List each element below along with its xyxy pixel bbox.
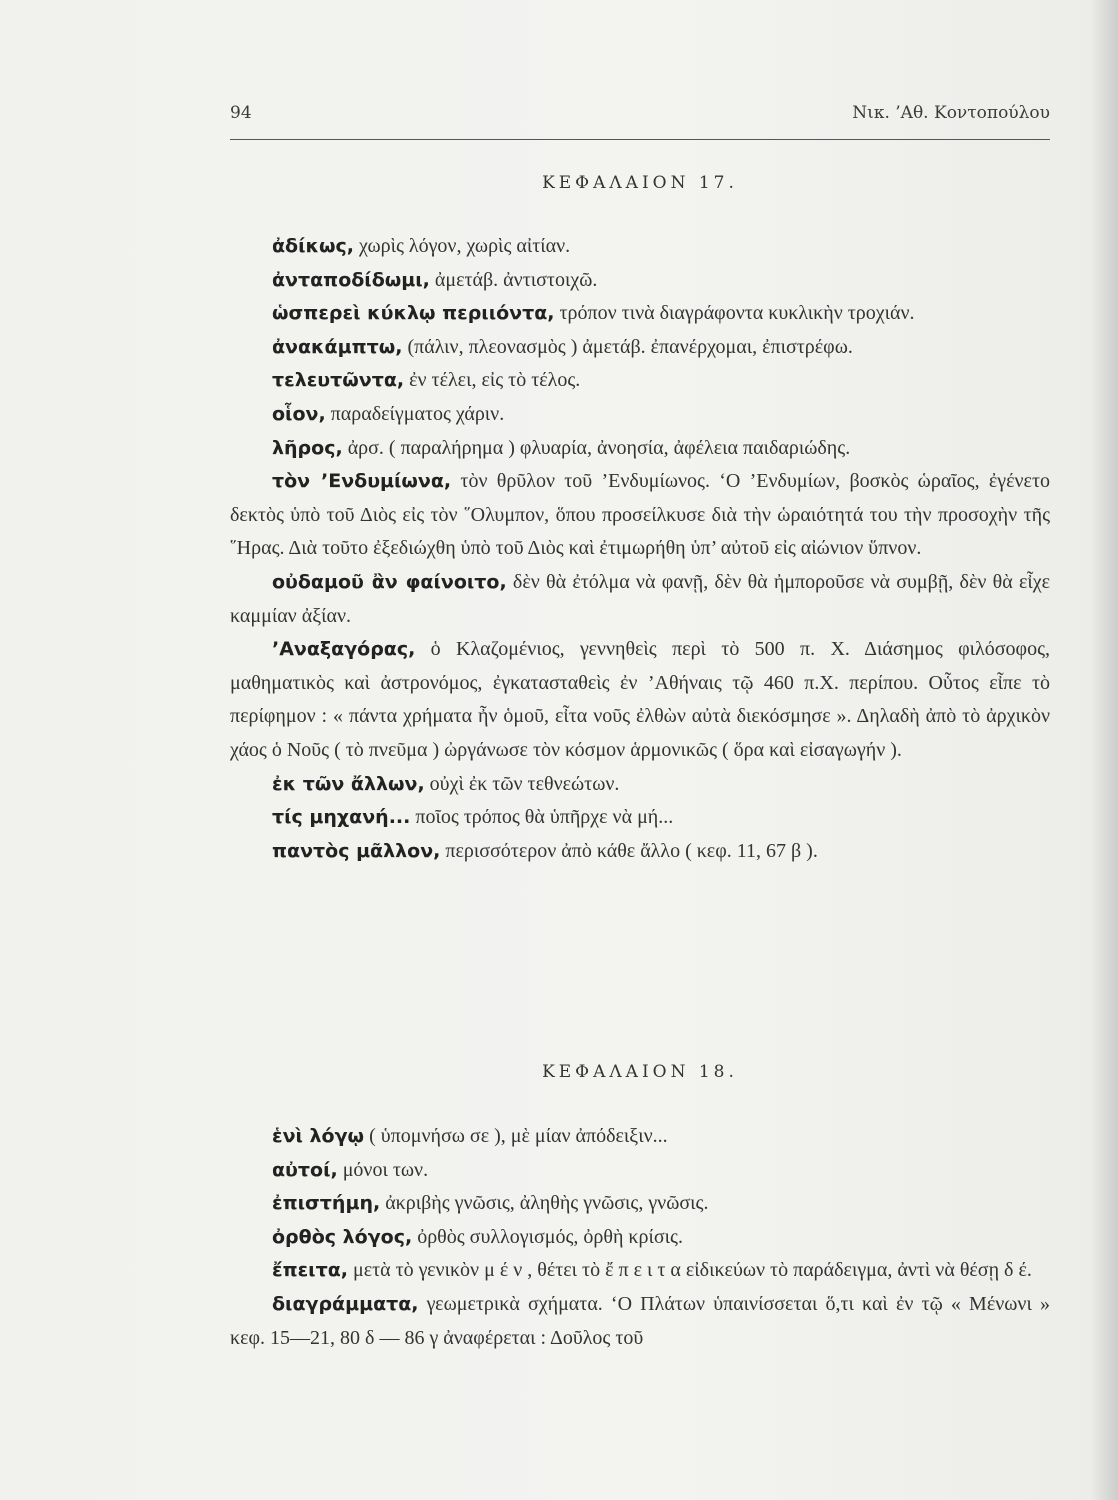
entry-headword: ἀδίκως,	[272, 235, 355, 257]
entry-gloss: ἀκριβὴς γνῶσις, ἀληθὴς γνῶσις, γνῶσις.	[380, 1192, 709, 1215]
entry	[230, 264, 1050, 298]
entry-headword: οἷον,	[272, 402, 326, 425]
entry-headword: ἐπιστήμη,	[272, 1192, 381, 1215]
entry-gloss: περισσότερον ἀπὸ κάθε ἄλλο ( κεφ. 11, 67 β ).	[440, 839, 818, 862]
entry-headword: ἑνὶ λόγῳ	[272, 1125, 365, 1147]
entry-gloss: (πάλιν, πλεονασμὸς ) ἀμετάβ. ἐπανέρχομαι, ἐπιστρέφω.	[402, 335, 853, 358]
entry-gloss: τρόπον τινὰ διαγράφοντα κυκλικὴν τροχιάν.	[554, 302, 915, 325]
entry-gloss: ἀμετάβ. ἀντιστοιχῶ.	[429, 268, 598, 291]
chapter-title-18: ΚΕΦΑΛΑΙΟΝ 18.	[542, 1062, 738, 1082]
entry	[230, 432, 1050, 466]
entry-headword: τίς μηχανή...	[272, 806, 411, 829]
entry	[230, 331, 1050, 365]
entry-gloss: ὀρθὸς συλλογισμός, ὀρθὴ κρίσις.	[412, 1225, 683, 1248]
entry	[230, 230, 1050, 264]
entry-headword: ἀνακάμπτω,	[272, 335, 403, 358]
entry	[230, 1187, 1050, 1221]
entry	[230, 633, 1050, 767]
entry-gloss: μόνοι των.	[337, 1158, 429, 1181]
chapter-17-body	[230, 230, 1050, 868]
entry	[230, 566, 1050, 633]
entry	[230, 465, 1050, 566]
entry-headword: ἔπειτα,	[272, 1259, 348, 1282]
entry-gloss: τὸν θρῦλον τοῦ ’Ενδυμίωνος. ‘Ο ’Ενδυμίων, βοσκὸς ὡραῖος, ἐγένετο δεκτὸς ὑπὸ τοῦ Διὸς εἰς τὸν ῞Ολυμπον, ὅπου προσείλκυσε διὰ τὴν ὡραιότητά του τὴν προσοχὴν τῆς ῞Ηρας. Διὰ τοῦτο ἐξεδιώχθη ὑπὸ τοῦ Διὸς καὶ ἐτιμωρήθη ὑπ’ αὐτοῦ εἰς αἰώνιον ὕπνον.	[230, 470, 1050, 560]
entry-headword: ὀρθὸς λόγος,	[272, 1225, 413, 1248]
page-edge-shadow	[1090, 0, 1118, 1500]
entry-gloss: παραδείγματος χάριν.	[325, 402, 505, 425]
page-number: 94	[230, 103, 252, 123]
entry-headword: λῆρος,	[272, 436, 343, 459]
entry-headword: οὐδαμοῦ ἂν φαίνοιτο,	[272, 570, 507, 593]
entry-gloss: ( ὑπομνήσω σε ), μὲ μίαν ἀπόδειξιν...	[364, 1125, 668, 1147]
entry-headword: αὐτοί,	[272, 1158, 338, 1181]
entry-headword: ὡσπερεὶ κύκλῳ περιιόντα,	[272, 302, 555, 325]
entry-gloss: γεωμετρικὰ σχήματα. ‘Ο Πλάτων ὑπαινίσσεται ὅ,τι καὶ ἐν τῷ « Μένωνι » κεφ. 15—21, 80 δ — 86 γ ἀναφέρεται : Δοῦλος τοῦ	[230, 1292, 1050, 1349]
entry-gloss: ἐν τέλει, εἰς τὸ τέλος.	[404, 369, 581, 392]
header-rule	[230, 139, 1050, 140]
entry-headword: ’Αναξαγόρας,	[272, 638, 416, 661]
entry	[230, 1254, 1050, 1288]
entry	[230, 364, 1050, 398]
entry	[230, 1288, 1050, 1355]
entry	[230, 1154, 1050, 1188]
entry-gloss: δὲν θὰ ἐτόλμα νὰ φανῇ, δὲν θὰ ἠμποροῦσε νὰ συμβῇ, δὲν θὰ εἶχε καμμίαν ἀξίαν.	[230, 570, 1050, 627]
entry	[230, 1221, 1050, 1255]
chapter-title-17: ΚΕΦΑΛΑΙΟΝ 17.	[542, 173, 738, 193]
entry-headword: ἐκ τῶν ἄλλων,	[272, 772, 425, 795]
entry-headword: ἀνταποδίδωμι,	[272, 268, 430, 291]
entry	[230, 1120, 1050, 1154]
entry	[230, 801, 1050, 835]
entry-headword: παντὸς μᾶλλον,	[272, 839, 441, 862]
entry-headword: τὸν ’Ενδυμίωνα,	[272, 470, 452, 493]
running-header-author: Νικ. ’Αθ. Κοντοπούλου	[852, 103, 1050, 123]
entry-gloss: ποῖος τρόπος θὰ ὑπῆρχε νὰ μή...	[410, 806, 674, 829]
entry	[230, 835, 1050, 869]
chapter-18-body	[230, 1120, 1050, 1355]
entry-gloss: μετὰ τὸ γενικὸν μ έ ν , θέτει τὸ ἔ π ε ι τ α εἰδικεύων τὸ παράδειγμα, ἀντὶ νὰ θέσῃ δ έ.	[347, 1259, 1032, 1282]
entry	[230, 768, 1050, 802]
running-header	[230, 103, 1050, 129]
entry-headword: διαγράμματα,	[272, 1292, 419, 1315]
entry-gloss: ὁ Κλαζομένιος, γεννηθεὶς περὶ τὸ 500 π. Χ. Διάσημος φιλόσοφος, μαθηματικὸς καὶ ἀστρονόμος, ἐγκατασταθεὶς ἐν ’Αθήναις τῷ 460 π.Χ. περίπου. Οὗτος εἶπε τὸ περίφημον : « πάντα χρήματα ἦν ὁμοῦ, εἶτα νοῦς ἐλθὼν αὐτὰ διεκόσμησε ». Δηλαδὴ ἀπὸ τὸ ἀρχικὸν χάος ὁ Νοῦς ( τὸ πνεῦμα ) ὠργάνωσε τὸν κόσμον ἁρμονικῶς ( ὅρα καὶ εἰσαγωγήν ).	[230, 638, 1050, 761]
entry-gloss: ἀρσ. ( παραλήρημα ) φλυαρία, ἀνοησία, ἀφέλεια παιδαριώδης.	[342, 436, 851, 459]
entry-gloss: χωρὶς λόγον, χωρὶς αἰτίαν.	[354, 235, 571, 257]
entry	[230, 297, 1050, 331]
entry	[230, 398, 1050, 432]
entry-gloss: οὐχὶ ἐκ τῶν τεθνεώτων.	[424, 772, 620, 795]
entry-headword: τελευτῶντα,	[272, 369, 405, 392]
